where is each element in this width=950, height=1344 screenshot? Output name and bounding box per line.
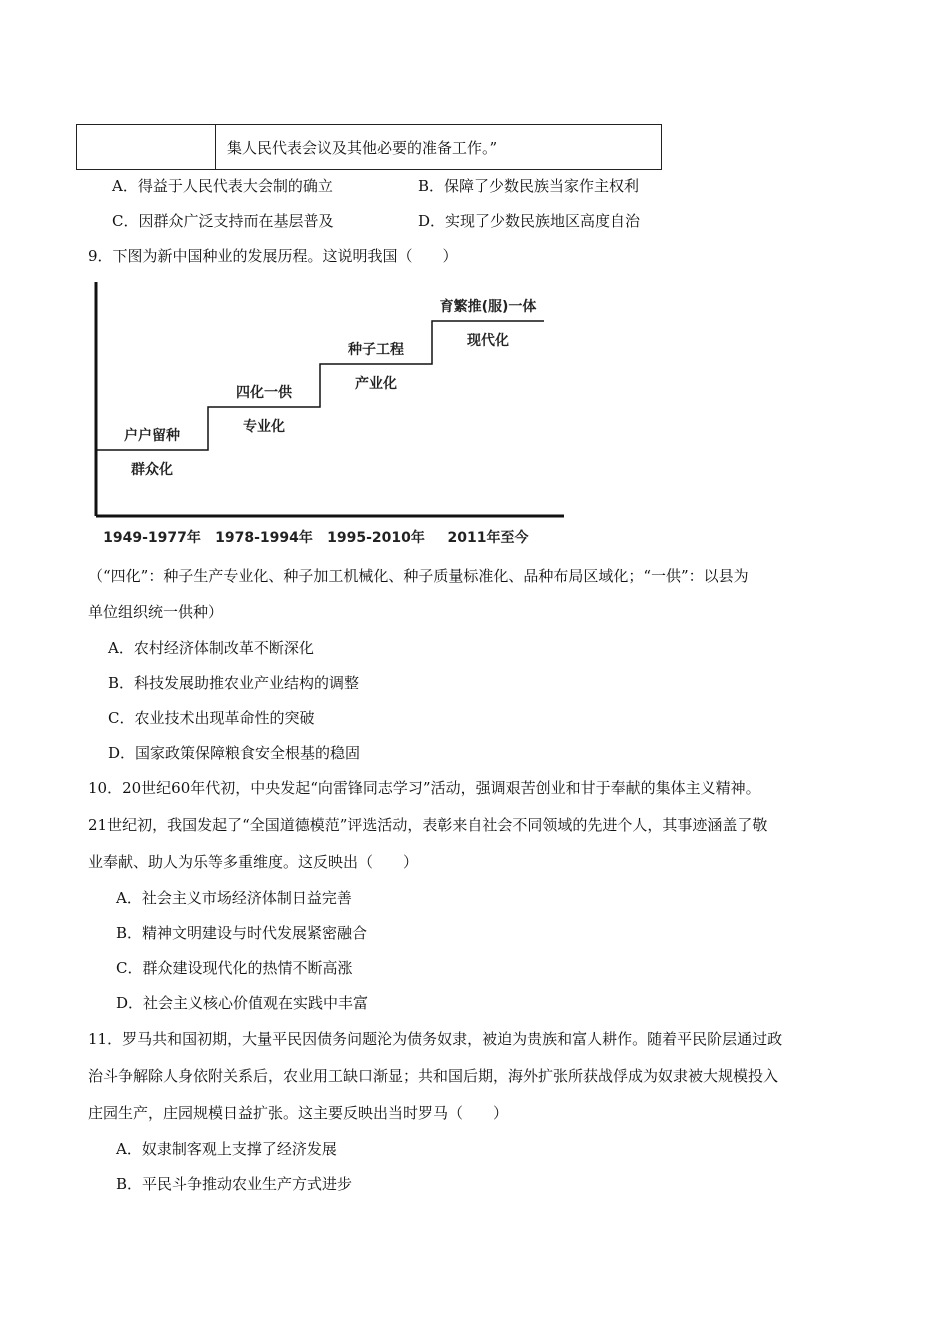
q8-option-c: C．因群众广泛支持而在基层普及 bbox=[112, 212, 334, 230]
stage-label-bottom: 现代化 bbox=[467, 333, 509, 349]
stage-label-bottom: 产业化 bbox=[355, 376, 397, 392]
period-tick-label: 1995-2010年 bbox=[327, 530, 425, 546]
q10-option-c: C．群众建设现代化的热情不断高涨 bbox=[116, 959, 353, 977]
period-tick-label: 2011年至今 bbox=[447, 530, 529, 546]
table-cell-text: 集人民代表会议及其他必要的准备工作。” bbox=[227, 139, 498, 157]
q11-line1: 11．罗马共和国初期，大量平民因债务问题沦为债务奴隶，被迫为贵族和富人耕作。随着平民阶层通过政 bbox=[88, 1030, 783, 1048]
q10-line3: 业奉献、助人为乐等多重维度。这反映出（ ） bbox=[88, 853, 419, 871]
stage-label-bottom: 专业化 bbox=[243, 419, 285, 435]
stage-label-bottom: 群众化 bbox=[131, 462, 173, 478]
stage-label-top: 四化一供 bbox=[236, 385, 292, 401]
q11-line2: 治斗争解除人身依附关系后，农业用工缺口渐显；共和国后期，海外扩张所获战俘成为奴隶被大规模投入 bbox=[88, 1067, 779, 1085]
table-divider bbox=[215, 125, 216, 169]
q9-note-line1: （“四化”：种子生产专业化、种子加工机械化、种子质量标准化、品种布局区域化；“一供”：以县为 bbox=[88, 567, 749, 585]
q8-table bbox=[76, 124, 662, 170]
q10-line1: 10．20世纪60年代初，中央发起“向雷锋同志学习”活动，强调艰苦创业和甘于奉献的集体主义精神。 bbox=[88, 779, 761, 797]
q10-option-d: D．社会主义核心价值观在实践中丰富 bbox=[116, 994, 369, 1012]
stage-label-top: 育繁推(服)一体 bbox=[439, 299, 537, 315]
q8-option-a: A．得益于人民代表大会制的确立 bbox=[112, 177, 333, 195]
q10-option-a: A．社会主义市场经济体制日益完善 bbox=[116, 889, 352, 907]
period-tick-label: 1949-1977年 bbox=[103, 530, 201, 546]
seed-industry-step-chart bbox=[88, 278, 578, 554]
q11-option-b: B．平民斗争推动农业生产方式进步 bbox=[116, 1175, 353, 1193]
q11-line3: 庄园生产，庄园规模日益扩张。这主要反映出当时罗马（ ） bbox=[88, 1104, 509, 1122]
period-tick-label: 1978-1994年 bbox=[215, 530, 313, 546]
stage-label-top: 户户留种 bbox=[124, 428, 180, 444]
stage-label-top: 种子工程 bbox=[348, 342, 404, 358]
q10-line2: 21世纪初，我国发起了“全国道德模范”评选活动，表彰来自社会不同领域的先进个人，其事迹涵盖了敬 bbox=[88, 816, 768, 834]
q9-option-d: D．国家政策保障粮食安全根基的稳固 bbox=[108, 744, 361, 762]
q9-note-line2: 单位组织统一供种） bbox=[88, 603, 224, 621]
q9-option-a: A．农村经济体制改革不断深化 bbox=[108, 639, 314, 657]
q10-option-b: B．精神文明建设与时代发展紧密融合 bbox=[116, 924, 368, 942]
q9-option-c: C．农业技术出现革命性的突破 bbox=[108, 709, 315, 727]
q9-option-b: B．科技发展助推农业产业结构的调整 bbox=[108, 674, 360, 692]
q9-stem: 9．下图为新中国种业的发展历程。这说明我国（ ） bbox=[88, 247, 458, 265]
q11-option-a: A．奴隶制客观上支撑了经济发展 bbox=[116, 1140, 337, 1158]
q8-option-d: D．实现了少数民族地区高度自治 bbox=[418, 212, 641, 230]
q8-option-b: B．保障了少数民族当家作主权利 bbox=[418, 177, 640, 195]
